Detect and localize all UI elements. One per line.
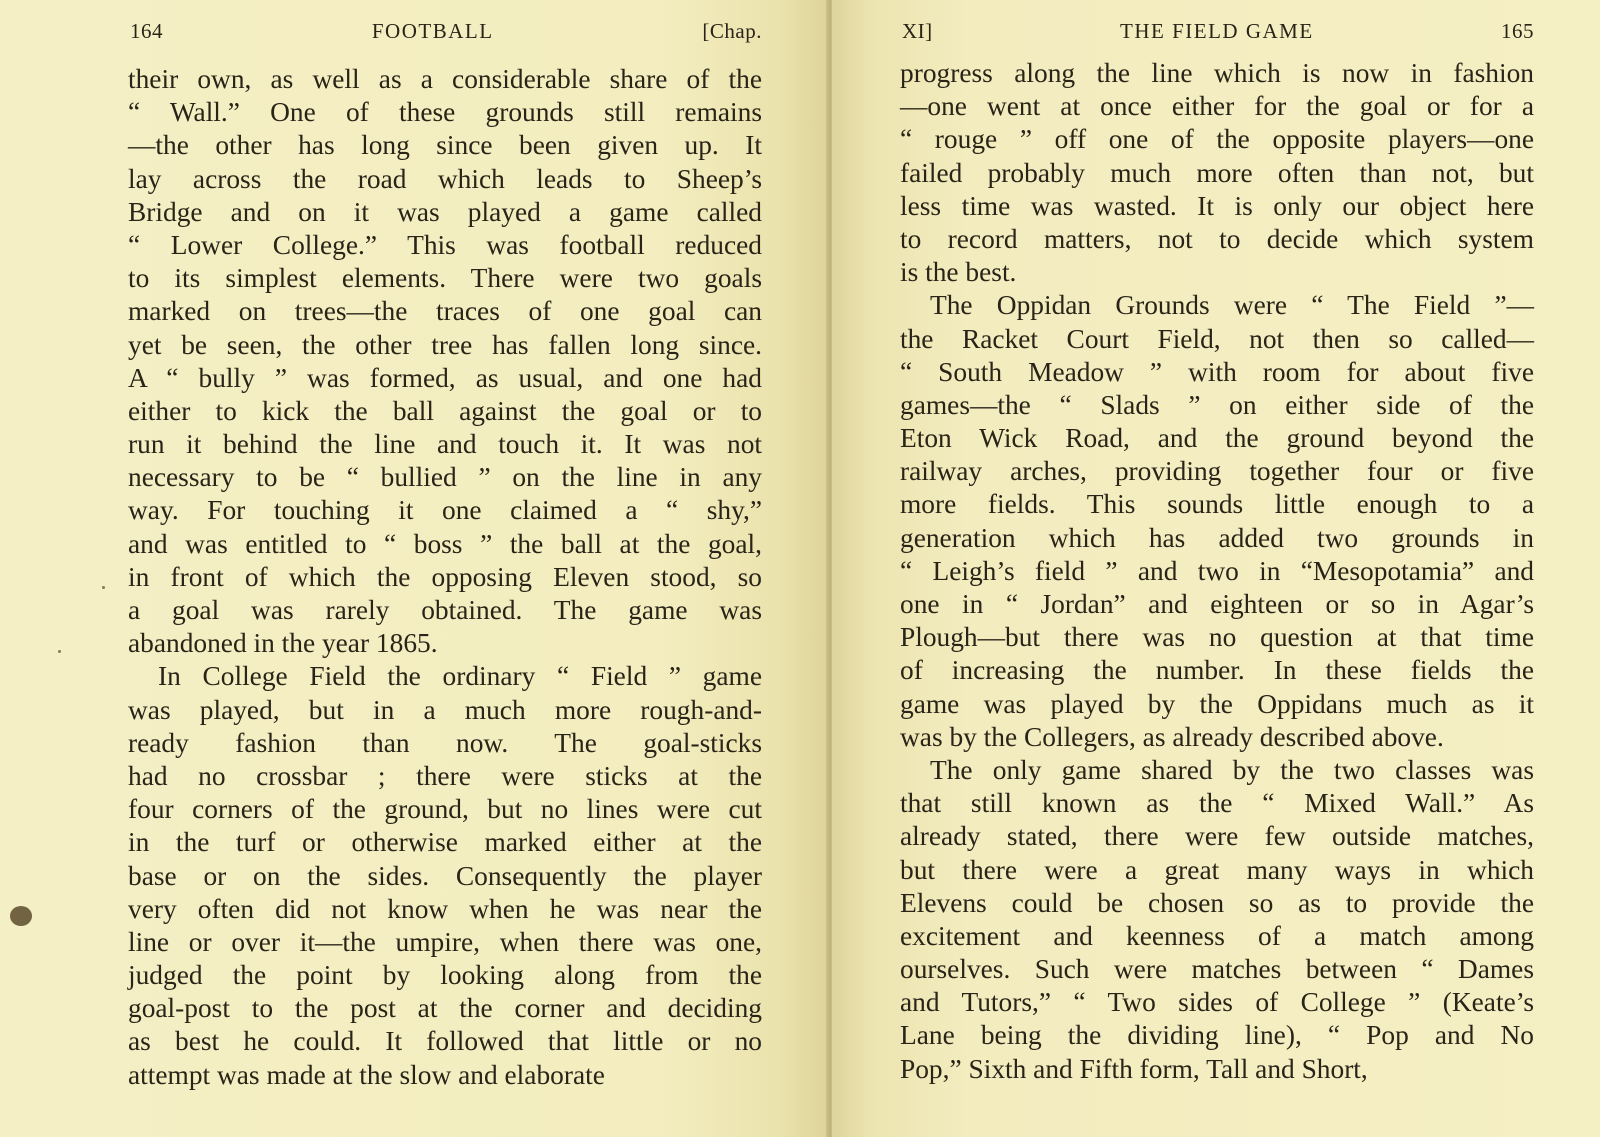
text-line: lay across the road which leads to Sheep’s [128,163,762,194]
text-line: had no crossbar ; there were sticks at the [128,760,762,791]
paper-speck [102,586,105,589]
text-line: “ Lower College.” This was football reduced [128,229,762,260]
text-line: was by the Collegers, as already described above. [900,721,1444,752]
text-line: Pop,” Sixth and Fifth form, Tall and Short, [900,1053,1368,1084]
text-line: line or over it—the umpire, when there was one, [128,926,762,957]
text-line: ready fashion than now. The goal-sticks [128,727,762,758]
text-line: “ Leigh’s field ” and two in “Mesopotamia” and [900,555,1534,586]
paper-speck [58,650,61,653]
text-line: Lane being the dividing line), “ Pop and No [900,1020,1534,1051]
text-line: more fields. This sounds little enough to a [900,489,1534,520]
text-line: to its simplest elements. There were two goals [128,263,762,294]
text-line: judged the point by looking along from the [128,960,762,991]
text-line: goal-post to the post at the corner and deciding [128,993,762,1024]
text-line: and was entitled to “ boss ” the ball at the goal, [128,528,762,559]
text-line: their own, as well as a considerable share of the [128,64,762,94]
ink-blot [10,906,32,926]
text-line: abandoned in the year 1865. [128,628,438,659]
text-line: a goal was rarely obtained. The game was [128,595,762,625]
text-line: games—the “ Slads ” on either side of the [900,389,1534,420]
right-page-text [900,57,1534,1086]
text-line: attempt was made at the slow and elaborate [128,1059,605,1090]
text-line: in the turf or otherwise marked either at the [128,827,762,858]
text-line: is the best. [900,257,1017,288]
text-line: already stated, there were few outside matches, [900,821,1534,852]
text-line: Plough—but there was no question at that time [900,622,1534,653]
text-line: way. For touching it one claimed a “ shy,” [128,495,762,526]
text-line: In College Field the ordinary “ Field ” game [158,661,762,692]
text-line: of increasing the number. In these fields the [900,655,1534,686]
text-line: as best he could. It followed that little or no [128,1026,762,1057]
right-page-header [902,14,1534,48]
text-line: in front of which the opposing Eleven stood, so [128,561,762,592]
text-line: but there were a great many ways in which [900,854,1534,885]
text-line: that still known as the “ Mixed Wall.” As [900,788,1534,819]
text-line: generation which has added two grounds in [900,522,1534,553]
page-number: 165 [1501,18,1534,43]
text-line: progress along the line which is now in fashion [900,58,1534,88]
text-line: —the other has long since been given up. It [128,130,762,161]
text-line: The Oppidan Grounds were “ The Field ”— [930,290,1534,321]
text-line: marked on trees—the traces of one goal can [128,296,762,327]
left-page-header [130,14,762,48]
text-line: one in “ Jordan” and eighteen or so in Agar’s [900,589,1534,619]
text-line: to record matters, not to decide which system [900,223,1534,254]
text-line: “ Wall.” One of these grounds still remains [128,97,762,128]
text-line: railway arches, providing together four or five [900,456,1534,487]
text-line: the Racket Court Field, not then so called— [900,323,1534,354]
text-line: either to kick the ball against the goal or to [128,395,762,426]
text-line: less time was wasted. It is only our object here [900,190,1534,221]
text-line: failed probably much more often than not, but [900,157,1534,188]
running-title: FOOTBALL [371,18,494,43]
chapter-marker: XI] [902,18,933,43]
text-line: The only game shared by the two classes was [930,754,1534,785]
text-line: A “ bully ” was formed, as usual, and one had [128,362,762,393]
text-line: Elevens could be chosen so as to provide the [900,887,1534,918]
text-line: “ rouge ” off one of the opposite players—one [900,124,1534,155]
page-number: 164 [130,18,163,43]
running-title: THE FIELD GAME [1120,18,1314,43]
text-line: four corners of the ground, but no lines were cut [128,794,762,825]
text-line: necessary to be “ bullied ” on the line in any [128,462,762,493]
left-page-text [128,63,762,1092]
text-line: ourselves. Such were matches between “ Dames [900,954,1534,985]
text-line: base or on the sides. Consequently the player [128,860,762,891]
text-line: game was played by the Oppidans much as it [900,688,1534,719]
right-page [832,0,1600,1137]
text-line: and Tutors,” “ Two sides of College ” (Keate’s [900,987,1534,1018]
text-line: run it behind the line and touch it. It was not [128,429,762,460]
text-line: —one went at once either for the goal or for a [900,91,1534,122]
text-line: excitement and keenness of a match among [900,920,1534,951]
text-line: Bridge and on it was played a game called [128,196,762,227]
text-line: yet be seen, the other tree has fallen long since. [128,329,762,360]
text-line: was played, but in a much more rough-and- [128,694,762,725]
chapter-marker: [Chap. [702,18,762,43]
text-line: Eton Wick Road, and the ground beyond the [900,423,1534,454]
text-line: very often did not know when he was near the [128,893,762,924]
text-line: “ South Meadow ” with room for about five [900,356,1534,387]
